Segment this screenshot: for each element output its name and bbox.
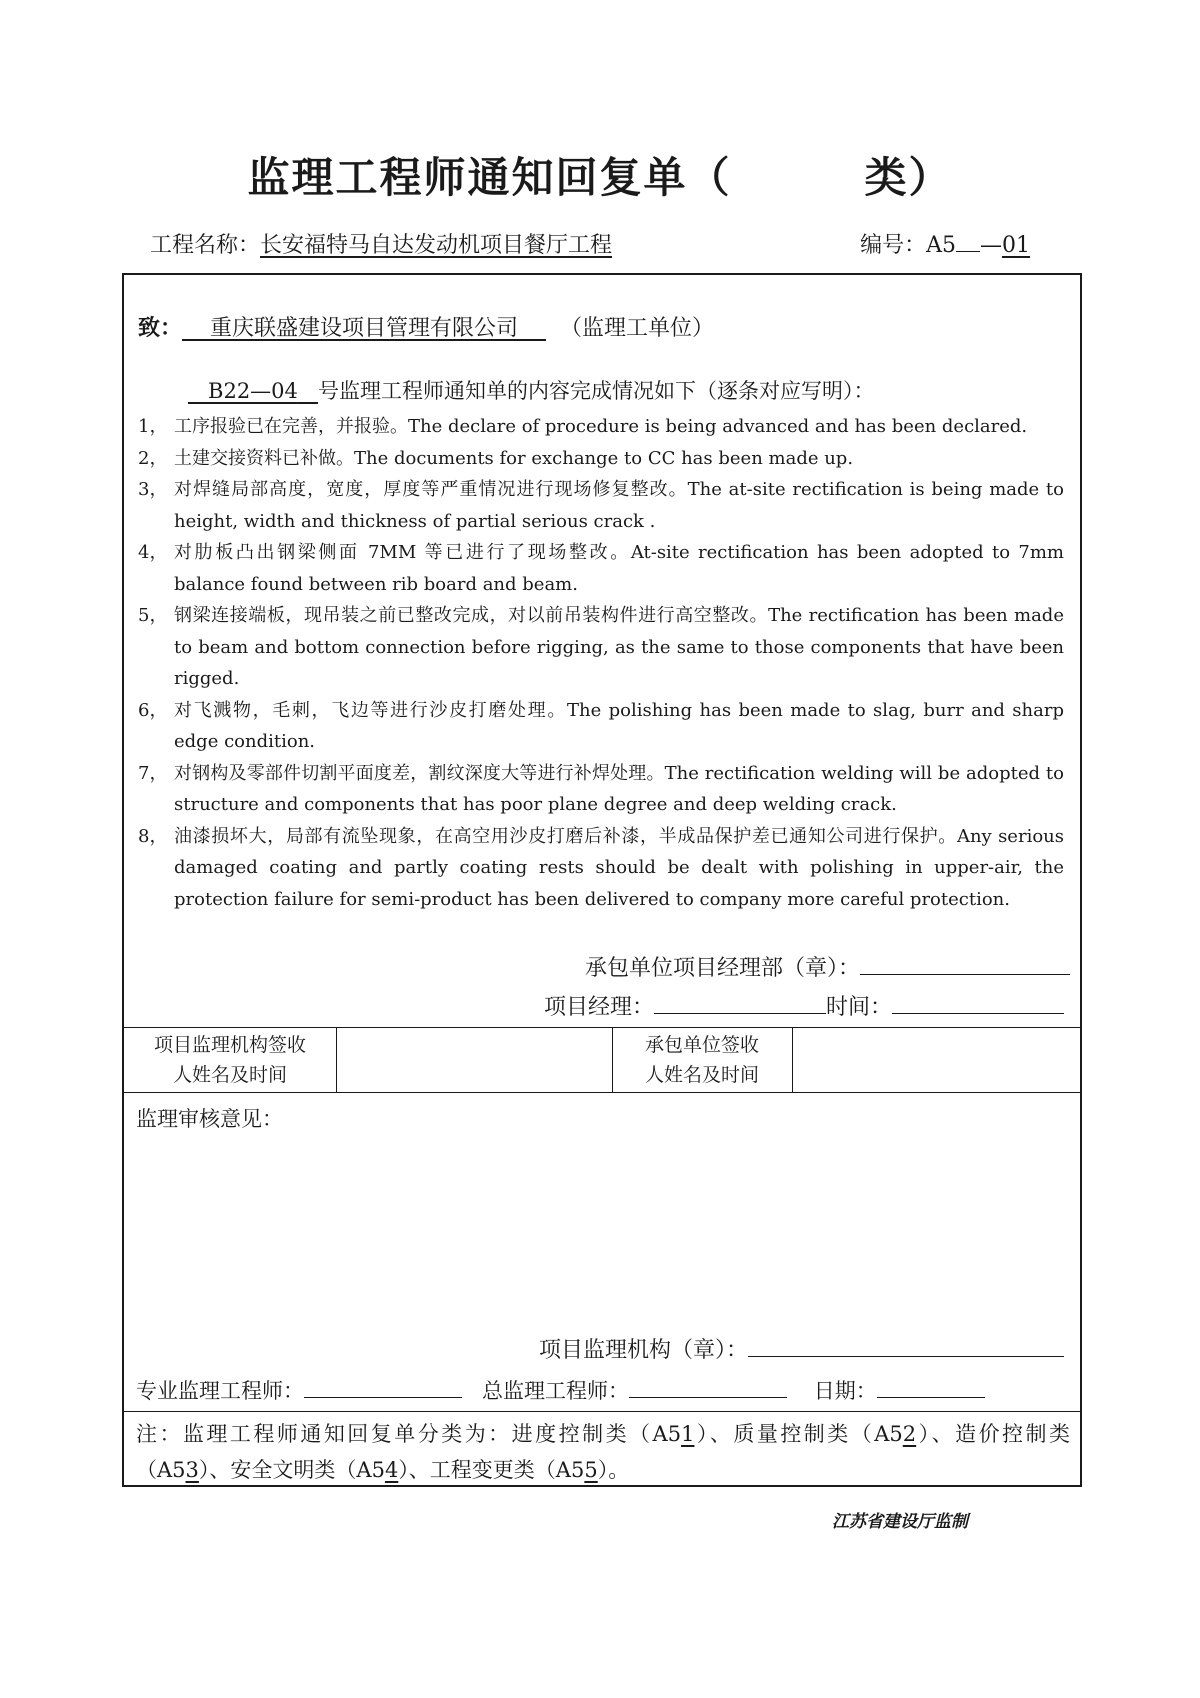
list-item-text: 油漆损坏大，局部有流坠现象，在高空用沙皮打磨后补漆，半成品保护差已通知公司进行保护。Any serious damaged coating and partly coating rests should be dealt with polishing in upper-air, the protection failure for semi-product has been delivered to company more careful protection. xyxy=(174,825,1064,910)
recipient-company-name: 重庆联盛建设项目管理有限公司 xyxy=(210,316,519,341)
project-name-value: 长安福特马自达发动机项目餐厅工程 xyxy=(260,233,613,258)
list-item xyxy=(138,411,1064,443)
form-frame xyxy=(122,273,1082,1487)
list-item-number: 4， xyxy=(138,542,168,563)
intro-line xyxy=(188,375,874,405)
list-item-text: 对焊缝局部高度，宽度，厚度等严重情况进行现场修复整改。The at-site rectification is being made to height, width and thickness of partial serious crack . xyxy=(174,479,1064,532)
list-item-text: 土建交接资料已补做。The documents for exchange to CC has been made up. xyxy=(174,447,854,469)
manager-blank[interactable] xyxy=(654,991,826,1014)
date-blank[interactable] xyxy=(877,1375,985,1398)
note-text: ）、造价控制类（A5 xyxy=(136,1422,1071,1482)
form-number-field xyxy=(860,228,1030,259)
completion-list xyxy=(138,411,1064,915)
form-title: 监理工程师通知回复单（ 类） xyxy=(247,153,953,202)
note-code: 5 xyxy=(584,1458,598,1482)
contractor-receipt-label: 承包单位签收人姓名及时间 xyxy=(644,1034,759,1086)
contractor-seal-line xyxy=(585,951,1070,982)
notice-number-value: B22—04 xyxy=(208,379,298,403)
list-item xyxy=(138,537,1064,600)
manager-time-label: 时间： xyxy=(825,995,892,1020)
list-item xyxy=(138,443,1064,475)
supervision-seal-blank[interactable] xyxy=(748,1334,1064,1357)
list-item-number: 2， xyxy=(138,447,168,469)
list-item-number: 3， xyxy=(138,479,168,500)
list-item xyxy=(138,758,1064,821)
recipient-suffix: （监理工单位） xyxy=(560,316,715,341)
notice-number xyxy=(188,379,318,403)
note-text: ）、工程变更类（A5 xyxy=(398,1458,585,1482)
chief-engineer-blank[interactable] xyxy=(629,1375,787,1398)
supervision-receipt-label: 项目监理机构签收人姓名及时间 xyxy=(153,1034,306,1086)
list-item-text: 对钢构及零部件切割平面度差，割纹深度大等进行补焊处理。The rectification welding will be adopted to structure and components that has poor plane degree and deep welding crack. xyxy=(174,762,1064,815)
supervision-receipt-value-cell[interactable] xyxy=(336,1028,613,1092)
list-item-text: 工序报验已在完善，并报验。The declare of procedure is being advanced and has been declared. xyxy=(174,416,1028,437)
engineer-signature-line xyxy=(136,1375,985,1405)
note-code: 4 xyxy=(384,1458,399,1482)
specialist-engineer-blank[interactable] xyxy=(304,1375,462,1398)
contractor-seal-label: 承包单位项目经理部（章）： xyxy=(584,956,860,981)
list-item xyxy=(138,600,1064,695)
list-item xyxy=(138,695,1064,758)
supervision-seal-label: 项目监理机构（章）： xyxy=(538,1338,748,1363)
list-item-number: 5， xyxy=(138,605,168,626)
note-text: 注：监理工程师通知回复单分类为：进度控制类（A5 xyxy=(136,1422,682,1446)
contractor-seal-blank[interactable] xyxy=(860,952,1070,975)
note-text: ）、质量控制类（A5 xyxy=(694,1422,903,1446)
chief-engineer-label: 总监理工程师： xyxy=(482,1379,630,1403)
list-item-text: 对肋板凸出钢梁侧面 7MM 等已进行了现场整改。At-site rectification has been adopted to 7mm balance found between rib board and beam. xyxy=(174,542,1064,595)
form-number-value: 01 xyxy=(1002,233,1030,258)
supervision-seal-line xyxy=(539,1333,1064,1364)
note-text: ）。 xyxy=(597,1458,630,1482)
list-item-number: 6， xyxy=(138,699,168,721)
review-opinion-label: 监理审核意见： xyxy=(136,1107,283,1131)
list-item xyxy=(138,474,1064,537)
recipient-company xyxy=(182,316,546,341)
date-label: 日期： xyxy=(813,1379,877,1403)
manager-line xyxy=(544,990,1064,1021)
project-name-field xyxy=(150,228,612,259)
list-item-text: 对飞溅物，毛刺，飞边等进行沙皮打磨处理。The polishing has been made to slag, burr and sharp edge condition. xyxy=(174,699,1064,752)
receipt-row xyxy=(124,1027,1080,1093)
note-code: 1 xyxy=(681,1422,695,1446)
supervision-receipt-label-cell xyxy=(124,1028,337,1092)
form-number-blank xyxy=(956,229,980,252)
note-code: 3 xyxy=(185,1458,199,1482)
contractor-receipt-label-cell xyxy=(612,1028,793,1092)
recipient-label: 致： xyxy=(138,316,183,341)
list-item xyxy=(138,821,1064,916)
note-text: ）、安全文明类（A5 xyxy=(198,1458,385,1482)
project-line xyxy=(150,228,1030,259)
list-item-number: 7， xyxy=(138,762,168,784)
form-number-label: 编号：A5 xyxy=(860,233,956,258)
manager-label: 项目经理： xyxy=(543,995,654,1020)
issuer-label: 江苏省建设厅监制 xyxy=(832,1512,968,1532)
note-code: 2 xyxy=(902,1422,917,1446)
manager-time-blank[interactable] xyxy=(892,991,1064,1014)
classification-note xyxy=(124,1411,1080,1487)
project-name-label: 工程名称： xyxy=(150,233,261,258)
list-item-text: 钢梁连接端板，现吊装之前已整改完成，对以前吊装构件进行高空整改。The rectification has been made to beam and bottom connection before rigging, as the same to those components that have been rigged. xyxy=(174,605,1064,689)
specialist-engineer-label: 专业监理工程师： xyxy=(136,1379,304,1403)
recipient-line xyxy=(138,311,714,342)
intro-text: 号监理工程师通知单的内容完成情况如下（逐条对应写明）： xyxy=(317,379,875,403)
list-item-number: 1， xyxy=(138,416,168,437)
list-item-number: 8， xyxy=(138,825,168,847)
form-number-separator: — xyxy=(980,233,1002,258)
